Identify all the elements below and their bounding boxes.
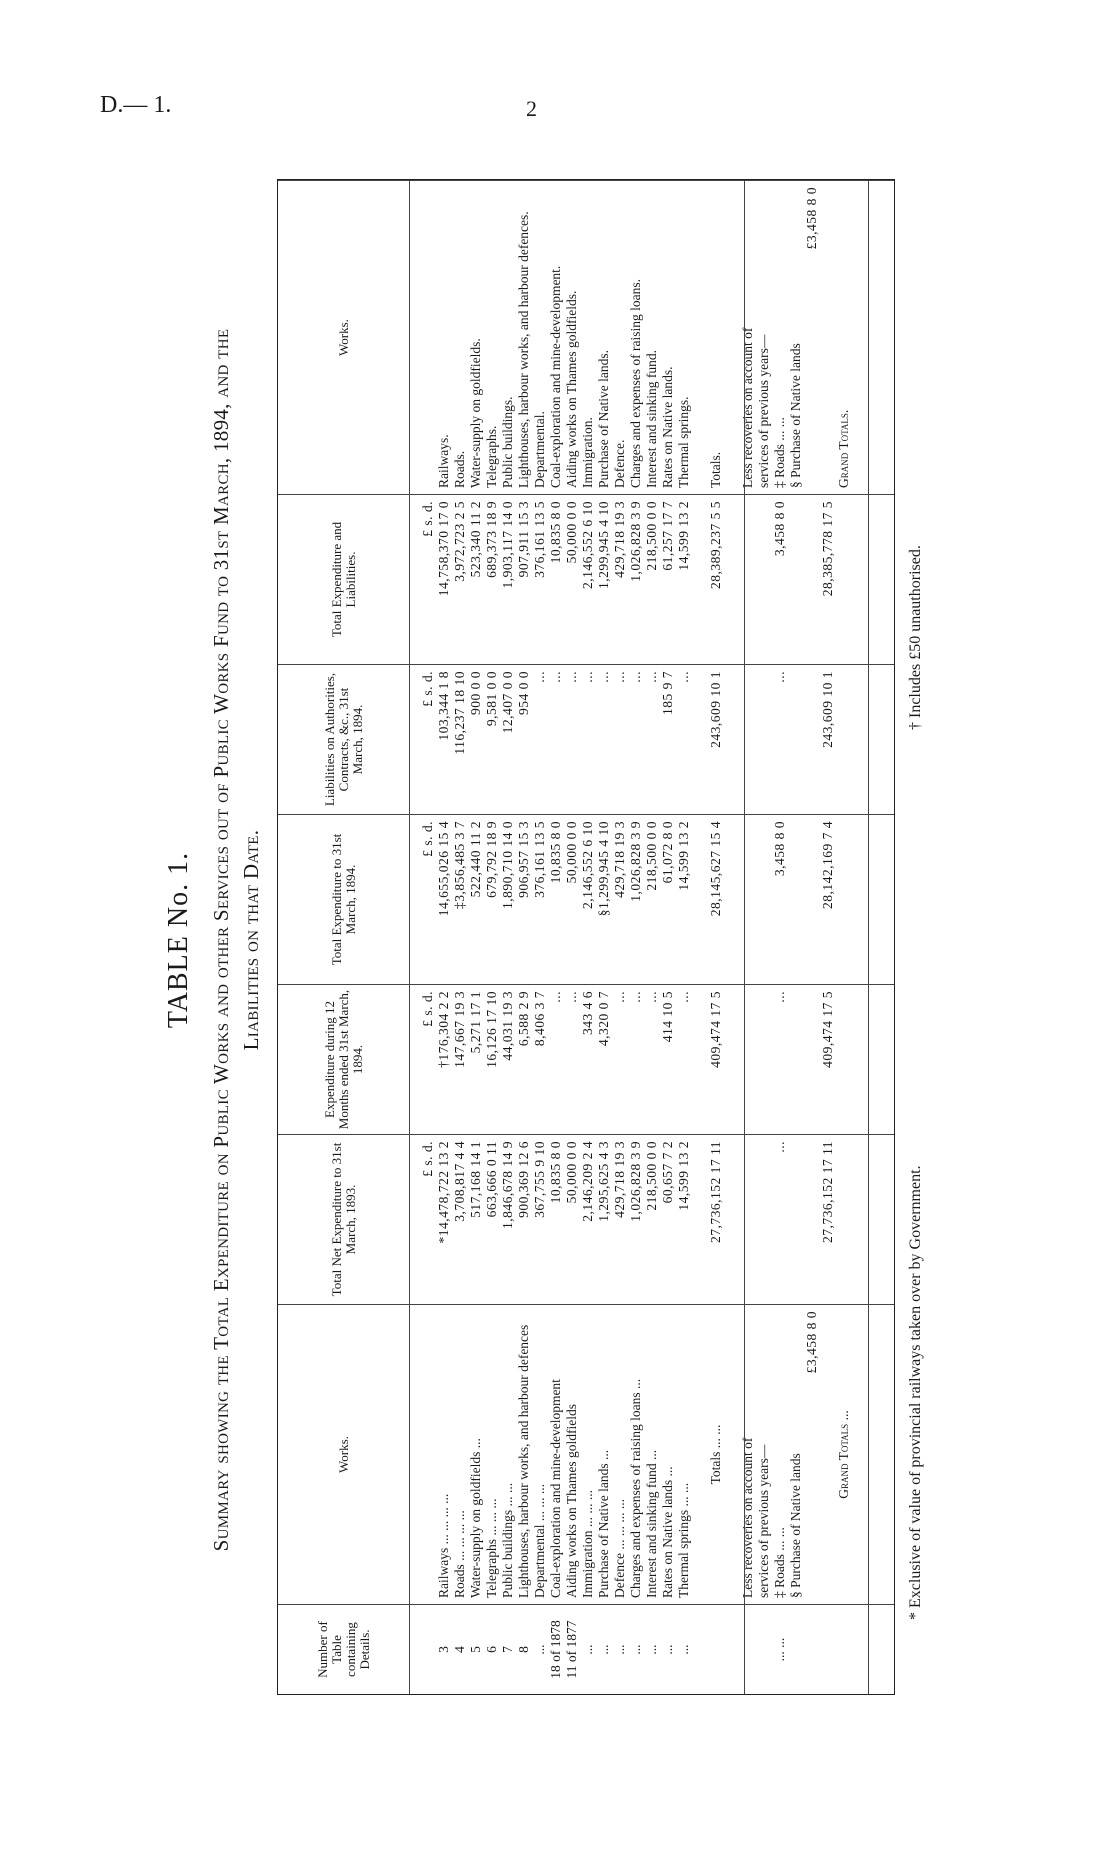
expenditure-year-cell: 8,406 3 7: [532, 991, 547, 1047]
recoveries-roads-label: ‡ Roads ... ...: [772, 1527, 787, 1598]
row-spacer: [756, 501, 772, 658]
row-spacer: [804, 1141, 820, 1298]
liabilities-cell: ...: [676, 671, 691, 683]
liabilities-cell: 185 9 7: [660, 671, 675, 715]
total-exp-liab-cell: 61,257 17 7: [660, 501, 675, 571]
row-spacer: [788, 671, 804, 808]
total-expenditure-cell: 61,072 8 0: [660, 821, 675, 884]
grand-totals-total-exp-liab: 28,385,778 17 5: [820, 501, 835, 597]
total-net-cell: 900,369 12 6: [516, 1141, 531, 1218]
row-spacer: [724, 187, 740, 488]
table-number-cell: ...: [644, 1644, 659, 1655]
expenditure-year-cell: 414 10 5: [660, 991, 675, 1043]
totals-total-exp-liab: 28,389,237 5 5: [708, 501, 723, 589]
works-right-cell: Railways.: [436, 434, 451, 488]
total-expenditure-cell: 906,957 15 3: [516, 821, 531, 898]
row-spacer: [804, 991, 820, 1128]
row-spacer: [692, 1141, 708, 1298]
table-title: TABLE No. 1.: [163, 851, 194, 1029]
expenditure-year-cell: †176,304 2 2: [436, 991, 451, 1068]
total-exp-liab-cell: 10,835 8 0: [548, 501, 563, 564]
recoveries-liabilities: ...: [772, 671, 787, 683]
totals-liabilities: 243,609 10 1: [708, 671, 723, 748]
table-number-cell: ...: [580, 1644, 595, 1655]
recoveries-expenditure-year: ...: [772, 991, 787, 1003]
row-spacer: [804, 501, 820, 658]
row-spacer: [692, 821, 708, 978]
works-right-cell: Water-supply on goldfields.: [468, 338, 483, 488]
table-subtitle: Summary showing the Total Expenditure on Public Works and other Services out of Public Works Fund to 31st March, 1894, and the: [209, 328, 233, 1552]
row-spacer: [724, 991, 740, 1128]
total-expenditure-cell: 522,440 11 2: [468, 821, 483, 898]
totals-label: Totals ... ...: [708, 1424, 723, 1485]
row-spacer: [740, 671, 756, 808]
liabilities-cell: 103,344 1 8: [436, 671, 451, 741]
table-number-cell: ...: [532, 1644, 547, 1655]
total-exp-liab-cell: 50,000 0 0: [564, 501, 579, 564]
recoveries-label-continued: services of previous years—: [756, 1444, 771, 1598]
expenditure-year-cell: ...: [676, 991, 691, 1003]
expenditure-year-cell: 16,126 17 10: [484, 991, 499, 1068]
table-number-cell: 18 of 1878: [548, 1620, 563, 1679]
currency-header: £ s. d.: [420, 671, 435, 707]
total-exp-liab-cell: 218,500 0 0: [644, 501, 659, 571]
total-exp-liab-cell: 376,161 13 5: [532, 501, 547, 578]
expenditure-year-cell: 147,667 19 3: [452, 991, 467, 1068]
total-net-cell: 14,599 13 2: [676, 1141, 691, 1211]
header-total-expenditure: Total Expenditure to 31st March, 1894.: [278, 815, 410, 984]
expenditure-year-cell: ...: [628, 991, 643, 1003]
expenditure-year-cell: ...: [644, 991, 659, 1003]
liabilities-cell: 116,237 18 10: [452, 671, 467, 755]
table-number-cell: 8: [516, 1646, 531, 1653]
row-spacer: [740, 991, 756, 1128]
row-spacer: [820, 1311, 836, 1598]
row-spacer: [692, 187, 708, 488]
total-expenditure-cell: 14,599 13 2: [676, 821, 691, 891]
expenditure-year-cell: 5,271 17 1: [468, 991, 483, 1054]
works-right-cell: Lighthouses, harbour works, and harbour defences.: [516, 211, 531, 488]
total-net-cell: 3,708,817 4 4: [452, 1141, 467, 1222]
works-right-cell: Thermal springs.: [676, 396, 691, 488]
works-cell: Aiding works on Thames goldfields: [564, 1404, 579, 1598]
table-number-cell: ...: [612, 1644, 627, 1655]
total-net-cell: 1,295,625 4 3: [596, 1141, 611, 1222]
table-number-cell: ...: [660, 1644, 675, 1655]
header-total-net: Total Net Expenditure to 31st March, 1893.: [278, 1135, 410, 1304]
currency-header: £ s. d.: [420, 501, 435, 537]
works-right-cell: Aiding works on Thames goldfields.: [564, 290, 579, 488]
summary-table: [277, 179, 895, 1695]
total-expenditure-cell: 218,500 0 0: [644, 821, 659, 891]
total-net-cell: 517,168 14 1: [468, 1141, 483, 1218]
row-spacer: [756, 821, 772, 978]
recoveries-number: ... ...: [772, 1637, 787, 1662]
total-exp-liab-cell: 14,599 13 2: [676, 501, 691, 571]
row-spacer: [692, 671, 708, 808]
total-expenditure-cell: 1,890,710 14 0: [500, 821, 515, 909]
works-cell: Roads ... ... ... ...: [452, 1510, 467, 1598]
total-expenditure-cell: 376,161 13 5: [532, 821, 547, 898]
row-spacer: [692, 1611, 708, 1688]
total-exp-liab-cell: 3,972,723 2 5: [452, 501, 467, 582]
currency-header: £ s. d.: [420, 1141, 435, 1177]
recoveries-sum: £3,458 8 0: [804, 1311, 819, 1374]
expenditure-year-cell: 6,588 2 9: [516, 991, 531, 1047]
row-spacer: [724, 1141, 740, 1298]
works-right-cell: Purchase of Native lands.: [596, 350, 611, 488]
expenditure-year-cell: ...: [612, 991, 627, 1003]
liabilities-cell: 954 0 0: [516, 671, 531, 715]
column-works-right: [278, 180, 894, 494]
works-cell: Lighthouses, harbour works, and harbour defences: [516, 1324, 531, 1598]
header-expenditure-year: Expenditure during 12 Months ended 31st March, 1894.: [278, 985, 410, 1134]
total-net-cell: 1,846,678 14 9: [500, 1141, 515, 1229]
total-exp-liab-cell: 14,758,370 17 0: [436, 501, 451, 597]
row-spacer: [788, 821, 804, 978]
works-cell: Water-supply on goldfields ...: [468, 1438, 483, 1598]
works-cell: Defence ... ... ... ...: [612, 1499, 627, 1598]
row-spacer: [724, 1311, 740, 1598]
recoveries-total-net: ...: [772, 1141, 787, 1153]
totals-rule: [744, 180, 745, 1694]
row-spacer: [740, 821, 756, 978]
total-net-cell: 1,026,828 3 9: [628, 1141, 643, 1222]
column-total-exp-liab: [278, 494, 894, 664]
total-exp-liab-cell: 1,026,828 3 9: [628, 501, 643, 582]
recoveries-label-right-continued: services of previous years—: [756, 334, 771, 488]
row-spacer: [724, 1611, 740, 1688]
total-net-cell: 50,000 0 0: [564, 1141, 579, 1204]
recoveries-sum-right: £3,458 8 0: [804, 187, 819, 250]
row-spacer: [804, 671, 820, 808]
row-spacer: [804, 1611, 820, 1688]
total-expenditure-cell: ‡3,856,485 3 7: [452, 821, 467, 909]
row-spacer: [820, 187, 836, 488]
row-spacer: [756, 1141, 772, 1298]
row-spacer: [788, 501, 804, 658]
total-exp-liab-cell: 429,718 19 3: [612, 501, 627, 578]
row-spacer: [420, 187, 436, 488]
table-number-cell: 7: [500, 1646, 515, 1653]
works-cell: Rates on Native lands ...: [660, 1466, 675, 1598]
column-liabilities: [278, 664, 894, 814]
total-net-cell: 367,755 9 10: [532, 1141, 547, 1218]
recoveries-native-label: § Purchase of Native lands: [788, 1453, 803, 1598]
totals-expenditure-year: 409,474 17 5: [708, 991, 723, 1068]
total-net-cell: *14,478,722 13 2: [436, 1141, 451, 1244]
total-exp-liab-cell: 2,146,552 6 10: [580, 501, 595, 589]
header-liabilities: Liabilities on Authorities, Contracts, &c., 31st March, 1894.: [278, 665, 410, 814]
row-spacer: [724, 501, 740, 658]
total-net-cell: 2,146,209 2 4: [580, 1141, 595, 1222]
works-right-cell: Telegraphs.: [484, 425, 499, 488]
column-works: [278, 1304, 894, 1604]
works-right-cell: Immigration.: [580, 417, 595, 488]
row-spacer: [788, 1141, 804, 1298]
total-expenditure-cell: 429,718 19 3: [612, 821, 627, 898]
row-spacer: [756, 991, 772, 1128]
expenditure-year-cell: ...: [548, 991, 563, 1003]
currency-header: £ s. d.: [420, 821, 435, 857]
column-total-net: [278, 1134, 894, 1304]
total-exp-liab-cell: 1,903,117 14 0: [500, 501, 515, 589]
total-exp-liab-cell: 523,340 11 2: [468, 501, 483, 578]
total-exp-liab-cell: 689,373 18 9: [484, 501, 499, 578]
row-spacer: [724, 671, 740, 808]
grand-totals-expenditure-year: 409,474 17 5: [820, 991, 835, 1068]
table-number-cell: 6: [484, 1646, 499, 1653]
row-spacer: [740, 1611, 756, 1688]
grand-totals-label-right: Grand Totals.: [836, 409, 851, 488]
row-spacer: [756, 1611, 772, 1688]
table-number-cell: 3: [436, 1646, 451, 1653]
liabilities-cell: ...: [644, 671, 659, 683]
liabilities-cell: ...: [564, 671, 579, 683]
expenditure-year-cell: ...: [564, 991, 579, 1003]
total-net-cell: 429,718 19 3: [612, 1141, 627, 1218]
expenditure-year-cell: 4,320 0 7: [596, 991, 611, 1047]
table-number-cell: ...: [628, 1644, 643, 1655]
recoveries-label-right: Less recoveries on account of: [740, 327, 755, 488]
works-right-cell: Interest and sinking fund.: [644, 350, 659, 488]
works-cell: Departmental ... ... ...: [532, 1484, 547, 1598]
liabilities-cell: ...: [628, 671, 643, 683]
totals-label-right: Totals.: [708, 451, 723, 488]
row-spacer: [788, 1611, 804, 1688]
works-cell: Coal-exploration and mine-development: [548, 1379, 563, 1598]
works-cell: Purchase of Native lands ...: [596, 1449, 611, 1598]
liabilities-cell: 12,407 0 0: [500, 671, 515, 734]
works-right-cell: Defence.: [612, 439, 627, 488]
liabilities-cell: ...: [612, 671, 627, 683]
total-expenditure-cell: 50,000 0 0: [564, 821, 579, 884]
footnote-unauthorised: † Includes £50 unauthorised.: [907, 545, 924, 730]
page-number: 2: [526, 96, 537, 121]
works-right-cell: Rates on Native lands.: [660, 366, 675, 488]
liabilities-cell: ...: [548, 671, 563, 683]
footnote-provincial-railways: * Exclusive of value of provincial railways taken over by Government.: [907, 1165, 924, 1620]
rotated-table-page: [135, 130, 955, 1750]
works-right-cell: Departmental.: [532, 411, 547, 488]
row-spacer: [724, 821, 740, 978]
grand-totals-label: Grand Totals ...: [836, 1410, 851, 1499]
row-spacer: [740, 501, 756, 658]
works-right-cell: Coal-exploration and mine-development.: [548, 265, 563, 488]
row-spacer: [756, 671, 772, 808]
liabilities-cell: ...: [596, 671, 611, 683]
total-exp-liab-cell: 907,911 15 3: [516, 501, 531, 578]
page-reference: D.— 1.: [100, 92, 172, 118]
row-spacer: [788, 991, 804, 1128]
recoveries-total-expenditure: 3,458 8 0: [772, 821, 787, 877]
row-spacer: [740, 1141, 756, 1298]
liabilities-cell: 9,581 0 0: [484, 671, 499, 727]
table-number-cell: 4: [452, 1646, 467, 1653]
column-table-number: [278, 1604, 894, 1694]
total-net-cell: 60,657 7 2: [660, 1141, 675, 1204]
liabilities-cell: ...: [532, 671, 547, 683]
grand-totals-total-expenditure: 28,142,169 7 4: [820, 821, 835, 909]
table-subtitle-continued: Liabilities on that Date.: [239, 829, 263, 1051]
recoveries-roads-label-right: ‡ Roads ... ...: [772, 417, 787, 488]
grand-totals-total-net: 27,736,152 17 11: [820, 1141, 835, 1243]
recoveries-native-label-right: § Purchase of Native lands: [788, 343, 803, 488]
row-spacer: [420, 1611, 436, 1688]
recoveries-total-exp-liab: 3,458 8 0: [772, 501, 787, 557]
row-spacer: [708, 1611, 724, 1688]
row-spacer: [692, 991, 708, 1128]
row-spacer: [804, 821, 820, 978]
works-right-cell: Public buildings.: [500, 396, 515, 488]
liabilities-cell: ...: [580, 671, 595, 683]
works-cell: Public buildings ... ...: [500, 1482, 515, 1598]
expenditure-year-cell: 343 4 6: [580, 991, 595, 1035]
header-total-exp-liab: Total Expenditure and Liabilities.: [278, 495, 410, 664]
row-spacer: [420, 1311, 436, 1598]
grand-totals-rule: [868, 180, 869, 1694]
totals-total-expenditure: 28,145,627 15 4: [708, 821, 723, 917]
grand-totals-liabilities: 243,609 10 1: [820, 671, 835, 748]
total-net-cell: 10,835 8 0: [548, 1141, 563, 1204]
table-number-cell: ...: [676, 1644, 691, 1655]
total-net-cell: 663,666 0 11: [484, 1141, 499, 1218]
table-number-cell: 5: [468, 1646, 483, 1653]
column-total-expenditure: [278, 814, 894, 984]
works-cell: Thermal springs ... ...: [676, 1482, 691, 1598]
total-net-cell: 218,500 0 0: [644, 1141, 659, 1211]
works-cell: Interest and sinking fund ...: [644, 1449, 659, 1598]
total-expenditure-cell: 2,146,552 6 10: [580, 821, 595, 909]
row-spacer: [692, 501, 708, 658]
total-expenditure-cell: 10,835 8 0: [548, 821, 563, 884]
works-cell: Immigration ... ... ...: [580, 1490, 595, 1598]
currency-header: £ s. d.: [420, 991, 435, 1027]
header-table-number: Number of Table containing Details.: [278, 1605, 410, 1694]
row-spacer: [692, 1311, 708, 1598]
works-right-cell: Charges and expenses of raising loans.: [628, 279, 643, 488]
works-cell: Charges and expenses of raising loans ...: [628, 1378, 643, 1598]
works-cell: Telegraphs ... ... ...: [484, 1498, 499, 1598]
works-cell: Railways ... ... ... ...: [436, 1493, 451, 1598]
total-expenditure-cell: 1,026,828 3 9: [628, 821, 643, 902]
column-expenditure-year: [278, 984, 894, 1134]
header-works: Works.: [278, 1305, 410, 1604]
works-right-cell: Roads.: [452, 450, 467, 488]
table-number-cell: ...: [596, 1644, 611, 1655]
total-exp-liab-cell: 1,299,945 4 10: [596, 501, 611, 589]
table-number-cell: 11 of 1877: [564, 1620, 579, 1679]
total-expenditure-cell: 679,792 18 9: [484, 821, 499, 898]
total-expenditure-cell: 14,655,026 15 4: [436, 821, 451, 917]
recoveries-label: Less recoveries on account of: [740, 1437, 755, 1598]
total-expenditure-cell: §1,299,945 4 10: [596, 821, 611, 917]
expenditure-year-cell: 44,031 19 3: [500, 991, 515, 1061]
liabilities-cell: 900 0 0: [468, 671, 483, 715]
header-works-right: Works.: [278, 181, 410, 494]
totals-total-net: 27,736,152 17 11: [708, 1141, 723, 1243]
